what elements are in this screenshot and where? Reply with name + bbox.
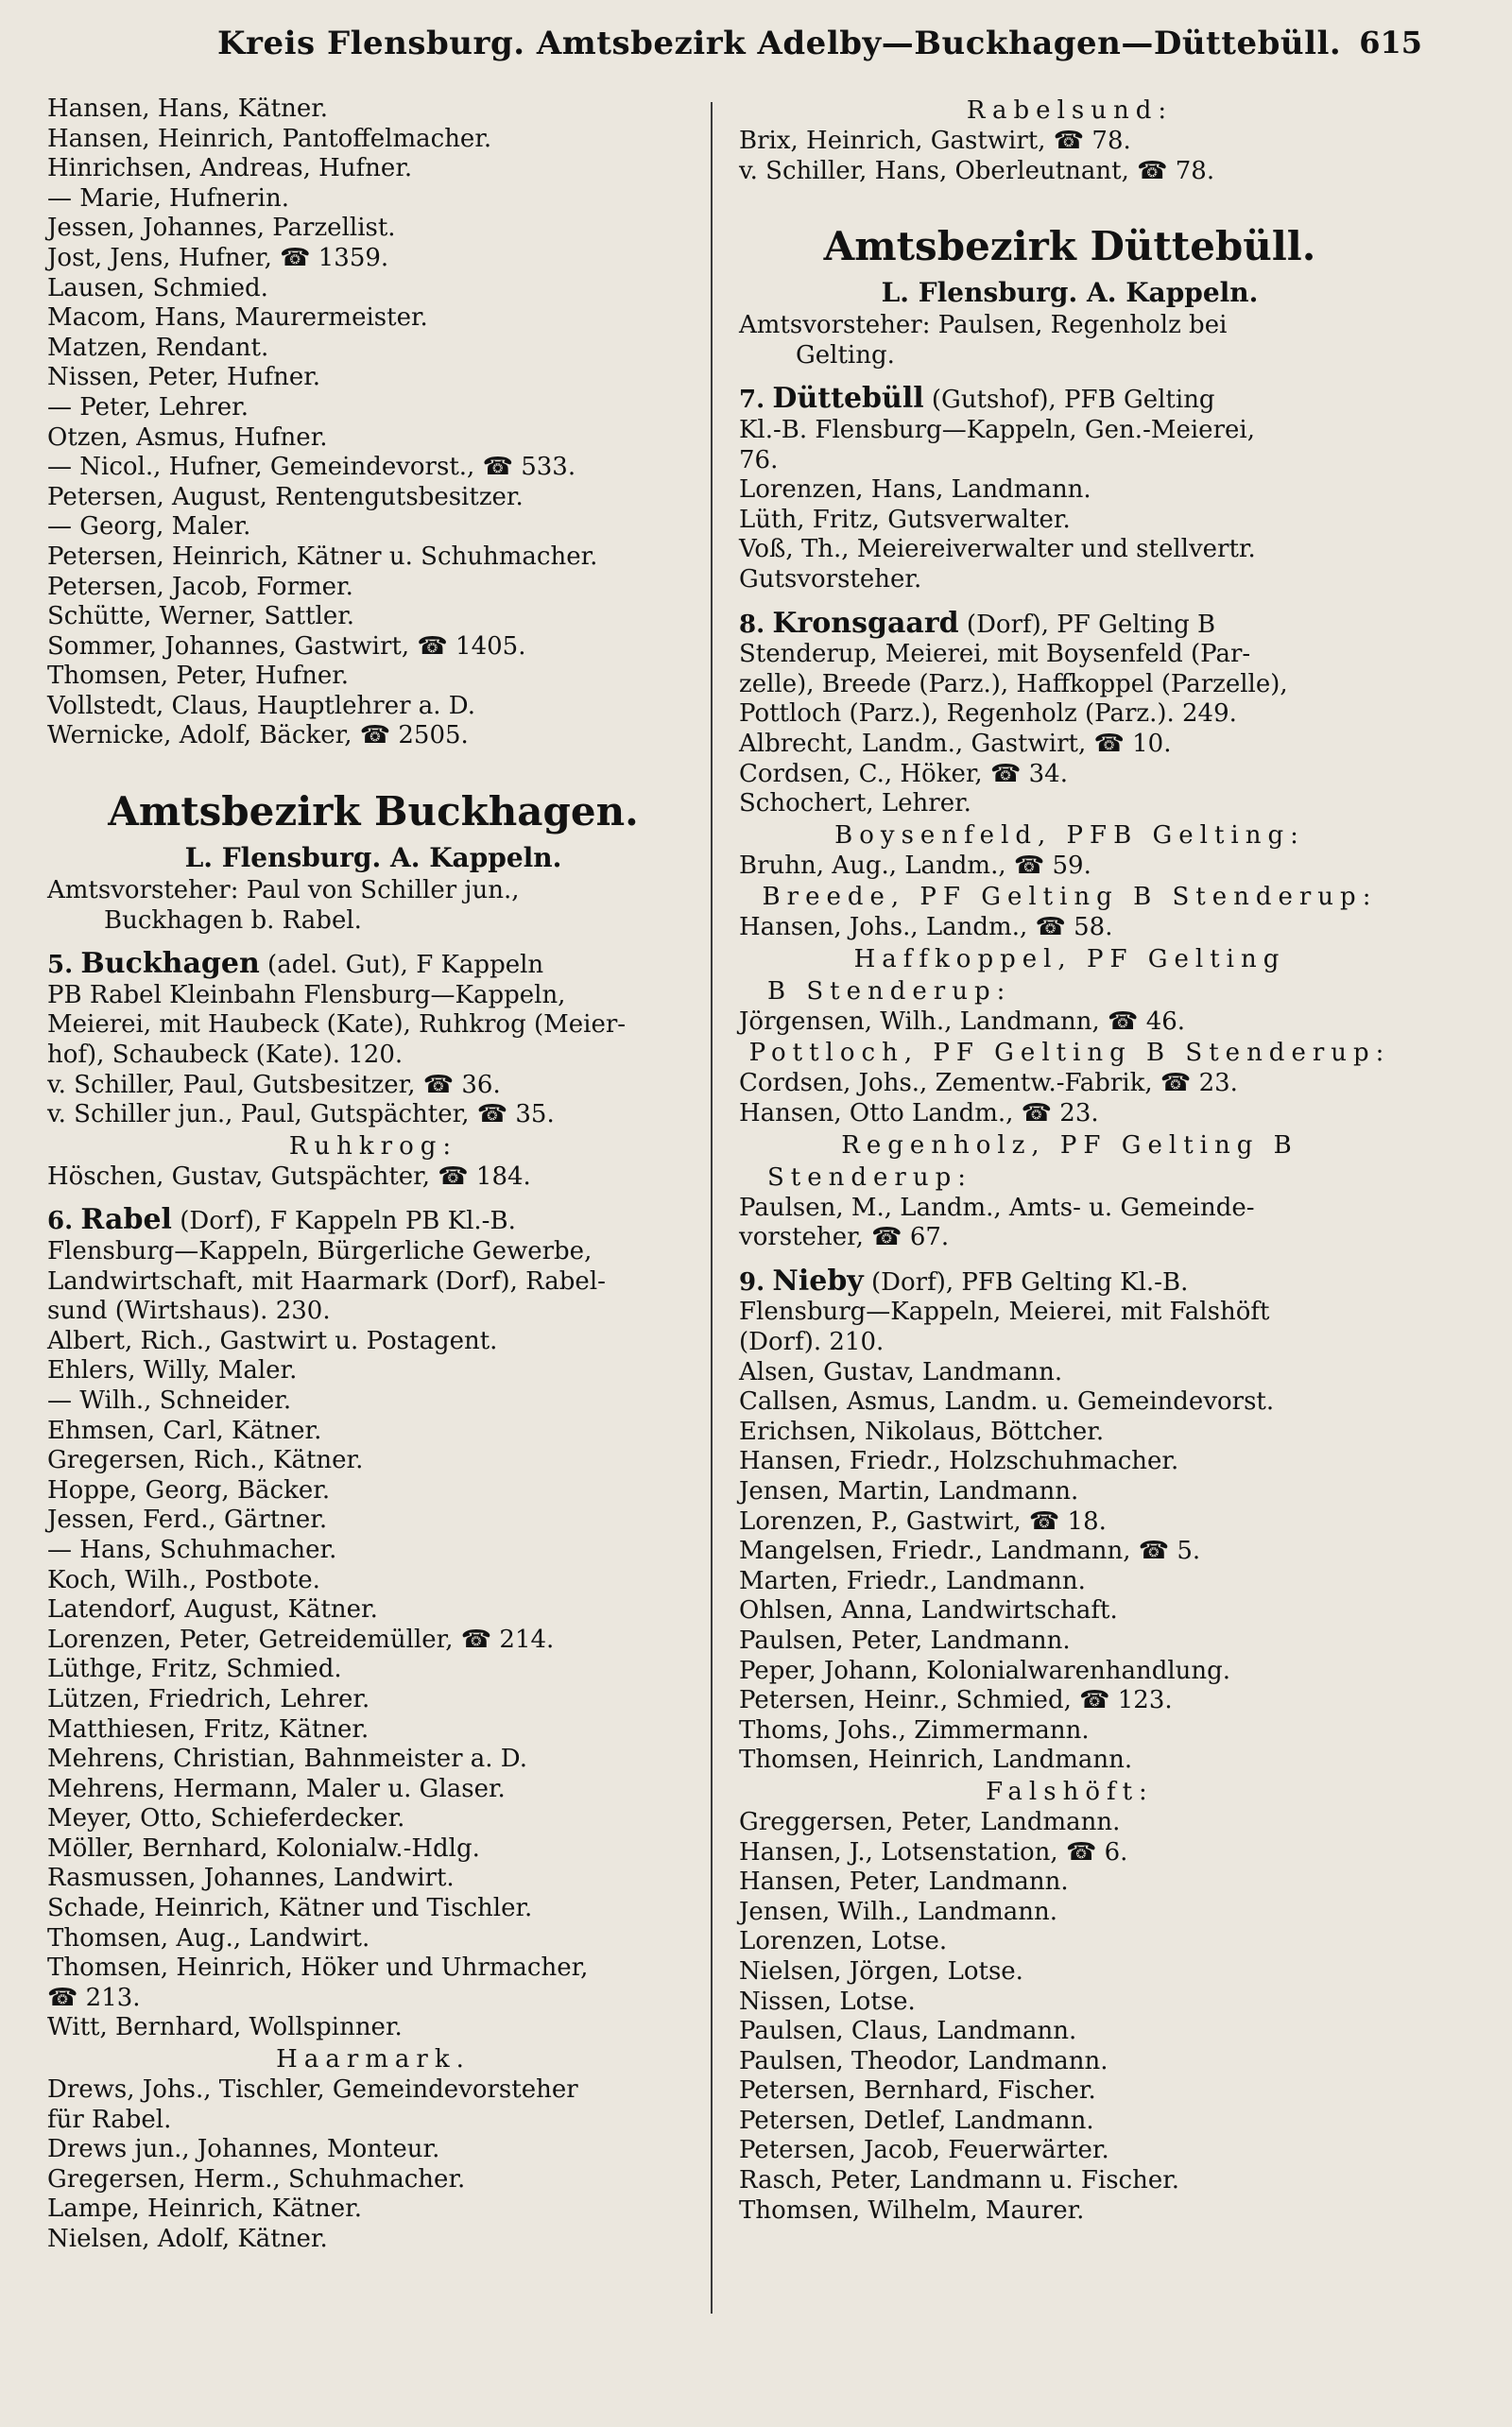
place-description: 76. [739, 445, 779, 474]
directory-entry: für Rabel. [47, 2105, 172, 2134]
kronsgaard-entries [739, 730, 1400, 819]
directory-entry: Meyer, Otto, Schieferdecker. [47, 1804, 405, 1833]
directory-entry: v. Schiller, Hans, Oberleutnant, ☎ 78. [739, 156, 1215, 185]
page-number: 615 [1359, 25, 1422, 60]
place-description: Kl.-B. Flensburg—Kappeln, Gen.-Meierei, [739, 415, 1255, 444]
locality-haffkoppel-cont: B Stenderup: [767, 976, 1012, 1006]
locality-falshoeft: Falshöft: [986, 1777, 1154, 1806]
entry-number: 9. [739, 1267, 765, 1297]
directory-entry: Drews jun., Johannes, Monteur. [47, 2135, 440, 2164]
amtsvorsteher-duettebuell [739, 311, 1400, 370]
directory-entry: Petersen, Heinr., Schmied, ☎ 123. [739, 1686, 1173, 1715]
place-name: Buckhagen [80, 947, 260, 981]
directory-entry: Alsen, Gustav, Landmann. [739, 1357, 1063, 1386]
adelby-entries [47, 95, 699, 751]
right-column [739, 95, 1400, 2226]
directory-entry: Nissen, Lotse. [739, 1987, 916, 2016]
directory-entry: Ehlers, Willy, Maler. [47, 1356, 298, 1386]
directory-entry: Cordsen, C., Höker, ☎ 34. [739, 759, 1068, 788]
place-entry-rabel [47, 1205, 699, 1326]
directory-entry: Petersen, Bernhard, Fischer. [739, 2076, 1096, 2106]
falshoeft-entries [739, 1808, 1400, 2226]
directory-entry: Gregersen, Herm., Schuhmacher. [47, 2164, 466, 2194]
locality-haffkoppel: Haffkoppel, PF Gelting [853, 944, 1286, 973]
place-entry-nieby [739, 1266, 1400, 1358]
directory-entry: Hansen, Friedr., Holzschuhmacher. [739, 1447, 1179, 1476]
directory-entry: Albert, Rich., Gastwirt u. Postagent. [47, 1326, 498, 1355]
locality-breede: Breede, PF Gelting B Stenderup: [762, 883, 1378, 912]
place-description: (Dorf), F Kappeln PB Kl.-B. [180, 1207, 516, 1236]
directory-entry: Nielsen, Jörgen, Lotse. [739, 1956, 1023, 1986]
place-name: Düttebüll [772, 382, 924, 416]
directory-entry: Witt, Bernhard, Wollspinner. [47, 2013, 403, 2042]
directory-entry: Lampe, Heinrich, Kätner. [47, 2195, 363, 2224]
directory-entry: Petersen, Jacob, Former. [47, 572, 353, 601]
directory-entry: Petersen, Jacob, Feuerwärter. [739, 2136, 1109, 2165]
directory-entry: Lorenzen, Peter, Getreidemüller, ☎ 214. [47, 1625, 555, 1654]
directory-entry: Hansen, Heinrich, Pantoffelmacher. [47, 124, 492, 153]
locality-ruhkrog: Ruhkrog: [288, 1131, 458, 1161]
directory-entry: v. Schiller, Paul, Gutsbesitzer, ☎ 36. [47, 1070, 501, 1099]
breede-entries [739, 913, 1400, 943]
directory-entry: Mangelsen, Friedr., Landmann, ☎ 5. [739, 1537, 1201, 1566]
locality-haarmark: Haarmark. [276, 2045, 471, 2074]
place-entry-kronsgaard [739, 606, 1400, 730]
directory-entry: Lorenzen, Lotse. [739, 1927, 948, 1956]
haarmark-entries [47, 2075, 699, 2255]
place-description: (Gutshof), PFB Gelting [931, 386, 1215, 415]
directory-entry: Hansen, Hans, Kätner. [47, 95, 329, 123]
directory-entry: Matthiesen, Fritz, Kätner. [47, 1714, 369, 1744]
place-description: Flensburg—Kappeln, Bürgerliche Gewerbe, [47, 1237, 593, 1265]
directory-entry: Voß, Th., Meiereiverwalter und stellvertr. [739, 535, 1256, 564]
entry-number: 7. [739, 386, 765, 415]
directory-entry: Gutsvorsteher. [739, 564, 922, 594]
directory-entry: Schochert, Lehrer. [739, 789, 971, 818]
directory-entry: Lüth, Fritz, Gutsverwalter. [739, 505, 1071, 534]
directory-entry: Albrecht, Landm., Gastwirt, ☎ 10. [739, 729, 1172, 758]
directory-entry: Petersen, August, Rentengutsbesitzer. [47, 482, 524, 511]
ruhkrog-entries [47, 1162, 699, 1193]
directory-entry: Lorenzen, P., Gastwirt, ☎ 18. [739, 1506, 1107, 1536]
directory-entry: Koch, Wilh., Postbote. [47, 1565, 320, 1594]
directory-entry: Hansen, Johs., Landm., ☎ 58. [739, 913, 1113, 942]
entry-number: 6. [47, 1207, 74, 1236]
amtsvorsteher-line: Gelting. [796, 340, 895, 370]
directory-entry: ☎ 213. [47, 1983, 141, 2012]
section-sub-duettebuell: L. Flensburg. A. Kappeln. [881, 277, 1259, 309]
directory-entry: Nielsen, Adolf, Kätner. [47, 2225, 328, 2253]
place-description: hof), Schaubeck (Kate). 120. [47, 1041, 404, 1070]
place-description: Flensburg—Kappeln, Meierei, mit Falshöft [739, 1298, 1270, 1327]
directory-entry: v. Schiller jun., Paul, Gutspächter, ☎ 35. [47, 1100, 555, 1129]
directory-entry: Lützen, Friedrich, Lehrer. [47, 1684, 370, 1713]
directory-entry: Otzen, Asmus, Hufner. [47, 422, 328, 452]
place-name: Kronsgaard [772, 606, 959, 640]
directory-entry: Paulsen, Peter, Landmann. [739, 1626, 1071, 1655]
place-description: zelle), Breede (Parz.), Haffkoppel (Parzelle), [739, 669, 1288, 698]
directory-entry: Lorenzen, Hans, Landmann. [739, 475, 1091, 505]
directory-entry: Sommer, Johannes, Gastwirt, ☎ 1405. [47, 631, 526, 661]
directory-entry: Thomsen, Heinrich, Landmann. [739, 1746, 1133, 1775]
directory-entry: Petersen, Detlef, Landmann. [739, 2106, 1094, 2135]
rabelsund-entries [739, 127, 1400, 186]
directory-entry: Bruhn, Aug., Landm., ☎ 59. [739, 851, 1091, 880]
place-description: PB Rabel Kleinbahn Flensburg—Kappeln, [47, 980, 566, 1009]
locality-regenholz-cont: Stenderup: [767, 1162, 972, 1192]
directory-entry: Nissen, Peter, Hufner. [47, 363, 321, 392]
directory-entry: Rasch, Peter, Landmann u. Fischer. [739, 2166, 1180, 2195]
directory-entry: Greggersen, Peter, Landmann. [739, 1807, 1121, 1836]
directory-entry: Jost, Jens, Hufner, ☎ 1359. [47, 243, 389, 272]
directory-entry: Drews, Johs., Tischler, Gemeindevorsteher [47, 2075, 578, 2105]
directory-entry: Callsen, Asmus, Landm. u. Gemeindevorst. [739, 1387, 1275, 1417]
directory-entry: Rasmussen, Johannes, Landwirt. [47, 1864, 455, 1893]
amtsvorsteher-buckhagen [47, 876, 699, 936]
directory-entry: Latendorf, August, Kätner. [47, 1595, 378, 1625]
directory-entry: Marten, Friedr., Landmann. [739, 1566, 1086, 1595]
place-description: Landwirtschaft, mit Haarmark (Dorf), Rabel- [47, 1266, 606, 1296]
pottloch-entries [739, 1069, 1400, 1128]
directory-entry: — Hans, Schuhmacher. [47, 1535, 337, 1564]
directory-entry: Wernicke, Adolf, Bäcker, ☎ 2505. [47, 721, 469, 750]
boysenfeld-entries [739, 852, 1400, 882]
section-title-duettebuell: Amtsbezirk Düttebüll. [823, 223, 1316, 270]
place-description: sund (Wirtshaus). 230. [47, 1297, 331, 1326]
place-description: Pottloch (Parz.), Regenholz (Parz.). 249. [739, 699, 1237, 729]
directory-entry: Lausen, Schmied. [47, 273, 268, 302]
directory-entry: Thomsen, Aug., Landwirt. [47, 1923, 370, 1953]
directory-entry: Thomsen, Peter, Hufner. [47, 662, 350, 691]
directory-entry: Hansen, Peter, Landmann. [739, 1868, 1069, 1897]
directory-entry: Mehrens, Christian, Bahnmeister a. D. [47, 1745, 527, 1774]
directory-entry: Möller, Bernhard, Kolonialw.-Hdlg. [47, 1833, 480, 1863]
amtsvorsteher-line: Buckhagen b. Rabel. [104, 905, 362, 935]
directory-entry: Jessen, Ferd., Gärtner. [47, 1506, 328, 1535]
duettebuell-entries [739, 475, 1400, 594]
directory-entry: vorsteher, ☎ 67. [739, 1223, 950, 1252]
place-description: (Dorf), PFB Gelting Kl.-B. [871, 1267, 1189, 1297]
directory-entry: — Peter, Lehrer. [47, 392, 249, 422]
column-divider [711, 102, 713, 2314]
directory-entry: Lüthge, Fritz, Schmied. [47, 1655, 342, 1684]
haffkoppel-entries [739, 1007, 1400, 1038]
place-description: (Dorf). 210. [739, 1328, 885, 1357]
directory-entry: Thomsen, Wilhelm, Maurer. [739, 2195, 1085, 2225]
section-title-buckhagen: Amtsbezirk Buckhagen. [108, 788, 639, 835]
directory-entry: Peper, Johann, Kolonialwarenhandlung. [739, 1656, 1231, 1685]
directory-entry: Hoppe, Georg, Bäcker. [47, 1475, 331, 1505]
locality-boysenfeld: Boysenfeld, PFB Gelting: [834, 820, 1305, 850]
locality-rabelsund: Rabelsund: [966, 96, 1174, 125]
directory-entry: Paulsen, M., Landm., Amts- u. Gemeinde- [739, 1193, 1255, 1222]
directory-entry: Jensen, Wilh., Landmann. [739, 1897, 1058, 1926]
directory-entry: Petersen, Heinrich, Kätner u. Schuhmacher. [47, 542, 598, 571]
section-sub-buckhagen: L. Flensburg. A. Kappeln. [184, 842, 562, 874]
directory-entry: Brix, Heinrich, Gastwirt, ☎ 78. [739, 127, 1131, 155]
place-name: Nieby [772, 1264, 864, 1298]
directory-entry: — Wilh., Schneider. [47, 1386, 292, 1415]
place-entry-duettebuell [739, 384, 1400, 475]
locality-regenholz: Regenholz, PF Gelting B [841, 1130, 1298, 1160]
directory-entry: Ohlsen, Anna, Landwirtschaft. [739, 1596, 1118, 1626]
amtsvorsteher-line: Amtsvorsteher: Paulsen, Regenholz bei [739, 311, 1228, 340]
running-head: Kreis Flensburg. Amtsbezirk Adelby—Buckhagen—Düttebüll. [217, 25, 1342, 62]
page-header [0, 17, 1512, 74]
rabel-entries [47, 1327, 699, 2043]
directory-entry: Gregersen, Rich., Kätner. [47, 1446, 364, 1475]
directory-entry: Erichsen, Nikolaus, Böttcher. [739, 1417, 1105, 1446]
entry-number: 5. [47, 951, 74, 980]
directory-entry: Paulsen, Claus, Landmann. [739, 2017, 1077, 2046]
directory-entry: Schade, Heinrich, Kätner und Tischler. [47, 1894, 533, 1923]
directory-entry: Schütte, Werner, Sattler. [47, 602, 355, 631]
directory-entry: Jensen, Martin, Landmann. [739, 1477, 1079, 1506]
entry-number: 8. [739, 610, 765, 639]
directory-entry: Höschen, Gustav, Gutspächter, ☎ 184. [47, 1162, 531, 1191]
directory-entry: — Marie, Hufnerin. [47, 183, 289, 213]
directory-entry: Jessen, Johannes, Parzellist. [47, 214, 396, 243]
buckhagen-entries [47, 1071, 699, 1130]
place-description: (adel. Gut), F Kappeln [267, 951, 544, 980]
amtsvorsteher-line: Amtsvorsteher: Paul von Schiller jun., [47, 876, 520, 905]
locality-pottloch: Pottloch, PF Gelting B Stenderup: [748, 1039, 1391, 1068]
place-name: Rabel [80, 1203, 172, 1237]
directory-entry: Matzen, Rendant. [47, 333, 269, 362]
directory-entry: Cordsen, Johs., Zementw.-Fabrik, ☎ 23. [739, 1069, 1238, 1098]
directory-entry: Thomsen, Heinrich, Höker und Uhrmacher, [47, 1954, 589, 1983]
directory-entry: Jörgensen, Wilh., Landmann, ☎ 46. [739, 1007, 1186, 1036]
place-description: (Dorf), PF Gelting B [966, 610, 1216, 639]
directory-entry: Ehmsen, Carl, Kätner. [47, 1416, 322, 1445]
directory-entry: Hansen, J., Lotsenstation, ☎ 6. [739, 1837, 1128, 1867]
directory-entry: Mehrens, Hermann, Maler u. Glaser. [47, 1774, 506, 1803]
directory-entry: Paulsen, Theodor, Landmann. [739, 2046, 1108, 2075]
left-column [47, 95, 699, 2255]
nieby-entries [739, 1358, 1400, 1776]
directory-entry: Hinrichsen, Andreas, Hufner. [47, 154, 413, 183]
directory-entry: — Nicol., Hufner, Gemeindevorst., ☎ 533. [47, 453, 576, 482]
regenholz-entries [739, 1194, 1400, 1253]
directory-entry: — Georg, Maler. [47, 512, 251, 542]
place-description: Stenderup, Meierei, mit Boysenfeld (Par- [739, 640, 1251, 669]
place-entry-buckhagen [47, 949, 699, 1070]
directory-entry: Hansen, Otto Landm., ☎ 23. [739, 1099, 1099, 1128]
directory-entry: Macom, Hans, Maurermeister. [47, 303, 428, 333]
directory-entry: Thoms, Johs., Zimmermann. [739, 1715, 1090, 1745]
place-description: Meierei, mit Haubeck (Kate), Ruhkrog (Meier- [47, 1010, 627, 1040]
directory-entry: Vollstedt, Claus, Hauptlehrer a. D. [47, 691, 475, 720]
